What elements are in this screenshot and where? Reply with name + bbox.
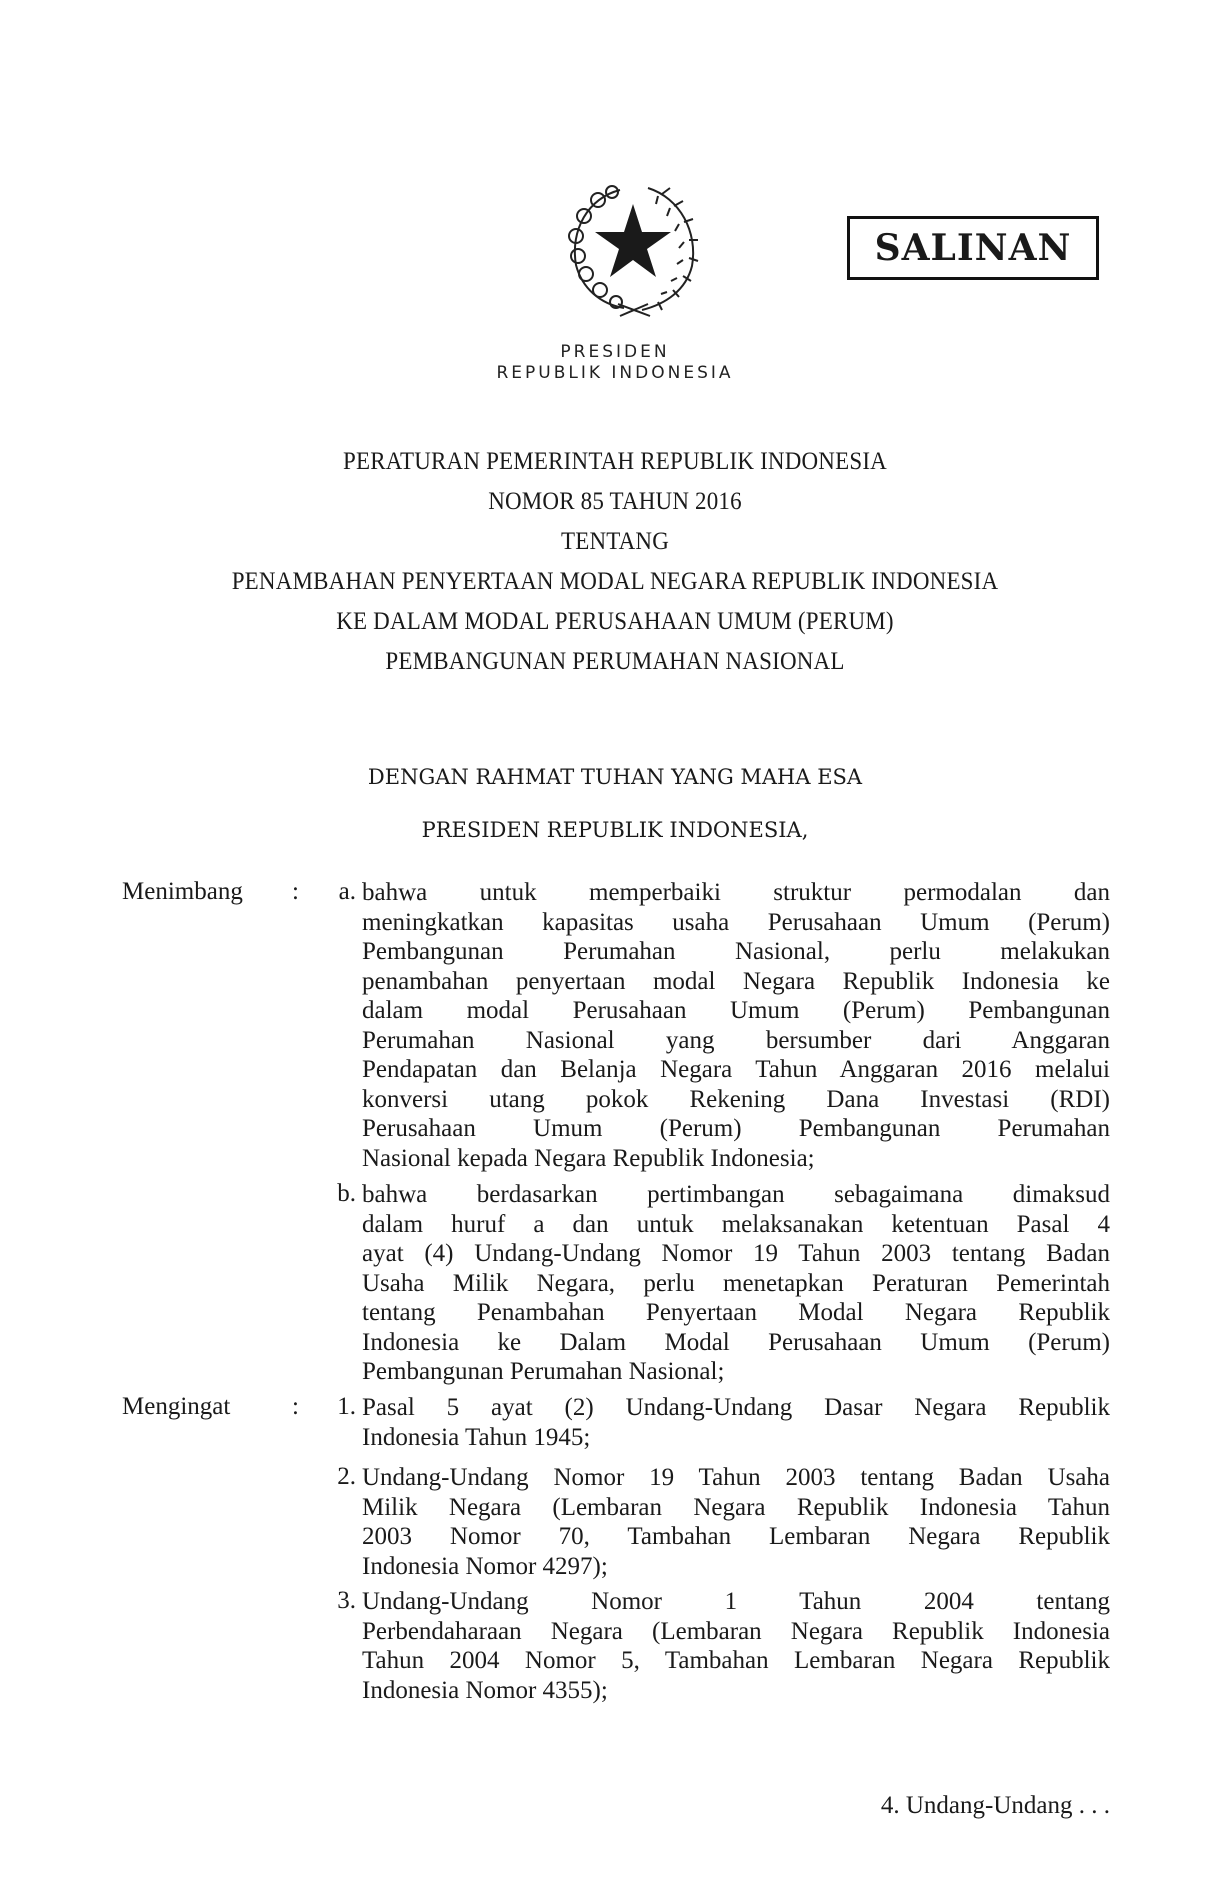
text-line: konversi utang pokok Rekening Dana Investasi (RDI) xyxy=(362,1085,1110,1113)
text-line: Tahun 2004 Nomor 5, Tambahan Lembaran Negara Republik xyxy=(362,1647,1110,1674)
issuer-line: PRESIDEN REPUBLIK INDONESIA, xyxy=(421,818,809,842)
text-line: Indonesia ke Dalam Modal Perusahaan Umum (Perum) xyxy=(362,1328,1110,1356)
mengingat-label: Mengingat xyxy=(122,1393,231,1420)
text-line: Perbendaharaan Negara (Lembaran Negara Republik Indonesia xyxy=(362,1617,1110,1645)
text-line: Indonesia Tahun 1945; xyxy=(362,1423,591,1451)
text-line: Indonesia Nomor 4297); xyxy=(362,1552,608,1580)
text-line: Nasional kepada Negara Republik Indonesia; xyxy=(362,1144,815,1172)
mengingat-item-3-text xyxy=(362,1587,1110,1705)
menimbang-colon: : xyxy=(292,878,299,905)
text-line: penambahan penyertaan modal Negara Republik Indonesia ke xyxy=(362,967,1110,995)
text-line: Undang-Undang Nomor 19 Tahun 2003 tentang Badan Usaha xyxy=(362,1464,1110,1491)
text-line: 2003 Nomor 70, Tambahan Lembaran Negara Republik xyxy=(362,1523,1110,1550)
mengingat-item-2-marker: 2. xyxy=(337,1463,356,1490)
text-line: Usaha Milik Negara, perlu menetapkan Peraturan Pemerintah xyxy=(362,1269,1110,1297)
text-line: Pasal 5 ayat (2) Undang-Undang Dasar Negara Republik xyxy=(362,1394,1110,1421)
salinan-stamp: SALINAN xyxy=(847,216,1099,280)
mengingat-item-3-marker: 3. xyxy=(337,1587,356,1614)
text-line: tentang Penambahan Penyertaan Modal Negara Republik xyxy=(362,1299,1110,1326)
office-line-presiden: PRESIDEN xyxy=(560,342,670,362)
text-line: Undang-Undang Nomor 1 Tahun 2004 tentang xyxy=(362,1588,1110,1615)
text-line: meningkatkan kapasitas usaha Perusahaan Umum (Perum) xyxy=(362,908,1110,936)
title-line-3: TENTANG xyxy=(560,528,670,555)
text-line: Indonesia Nomor 4355); xyxy=(362,1676,608,1704)
menimbang-item-a-text xyxy=(362,878,1110,1173)
title-line-5: KE DALAM MODAL PERUSAHAAN UMUM (PERUM) xyxy=(336,608,894,635)
text-line: bahwa berdasarkan pertimbangan sebagaimana dimaksud xyxy=(362,1181,1110,1208)
office-line-republik: REPUBLIK INDONESIA xyxy=(496,363,734,383)
invocation-line: DENGAN RAHMAT TUHAN YANG MAHA ESA xyxy=(367,765,863,789)
menimbang-item-a-marker: a. xyxy=(338,878,356,905)
text-line: dalam modal Perusahaan Umum (Perum) Pembangunan xyxy=(362,997,1110,1024)
mengingat-item-2-text xyxy=(362,1463,1110,1581)
text-line: Perusahaan Umum (Perum) Pembangunan Perumahan xyxy=(362,1115,1110,1142)
title-line-2: NOMOR 85 TAHUN 2016 xyxy=(488,488,742,515)
menimbang-item-b-marker: b. xyxy=(337,1180,356,1207)
text-line: Pembangunan Perumahan Nasional, perlu melakukan xyxy=(362,938,1110,965)
presidential-emblem-icon xyxy=(558,170,708,320)
text-line: bahwa untuk memperbaiki struktur permodalan dan xyxy=(362,879,1110,906)
mengingat-item-1-text xyxy=(362,1393,1110,1452)
text-line: dalam huruf a dan untuk melaksanakan ketentuan Pasal 4 xyxy=(362,1210,1110,1238)
page-continuation-catchword: 4. Undang-Undang . . . xyxy=(880,1792,1110,1819)
mengingat-item-1-marker: 1. xyxy=(337,1393,356,1420)
menimbang-label: Menimbang xyxy=(122,878,243,905)
text-line: Pendapatan dan Belanja Negara Tahun Anggaran 2016 melalui xyxy=(362,1056,1110,1083)
mengingat-colon: : xyxy=(292,1393,299,1420)
title-line-1: PERATURAN PEMERINTAH REPUBLIK INDONESIA xyxy=(343,448,887,475)
menimbang-item-b-text xyxy=(362,1180,1110,1387)
text-line: Milik Negara (Lembaran Negara Republik Indonesia Tahun xyxy=(362,1493,1110,1521)
title-line-6: PEMBANGUNAN PERUMAHAN NASIONAL xyxy=(385,648,845,675)
text-line: Pembangunan Perumahan Nasional; xyxy=(362,1358,725,1385)
text-line: Perumahan Nasional yang bersumber dari Anggaran xyxy=(362,1026,1110,1054)
text-line: ayat (4) Undang-Undang Nomor 19 Tahun 2003 tentang Badan xyxy=(362,1240,1110,1267)
title-line-4: PENAMBAHAN PENYERTAAN MODAL NEGARA REPUBLIK INDONESIA xyxy=(231,568,999,595)
